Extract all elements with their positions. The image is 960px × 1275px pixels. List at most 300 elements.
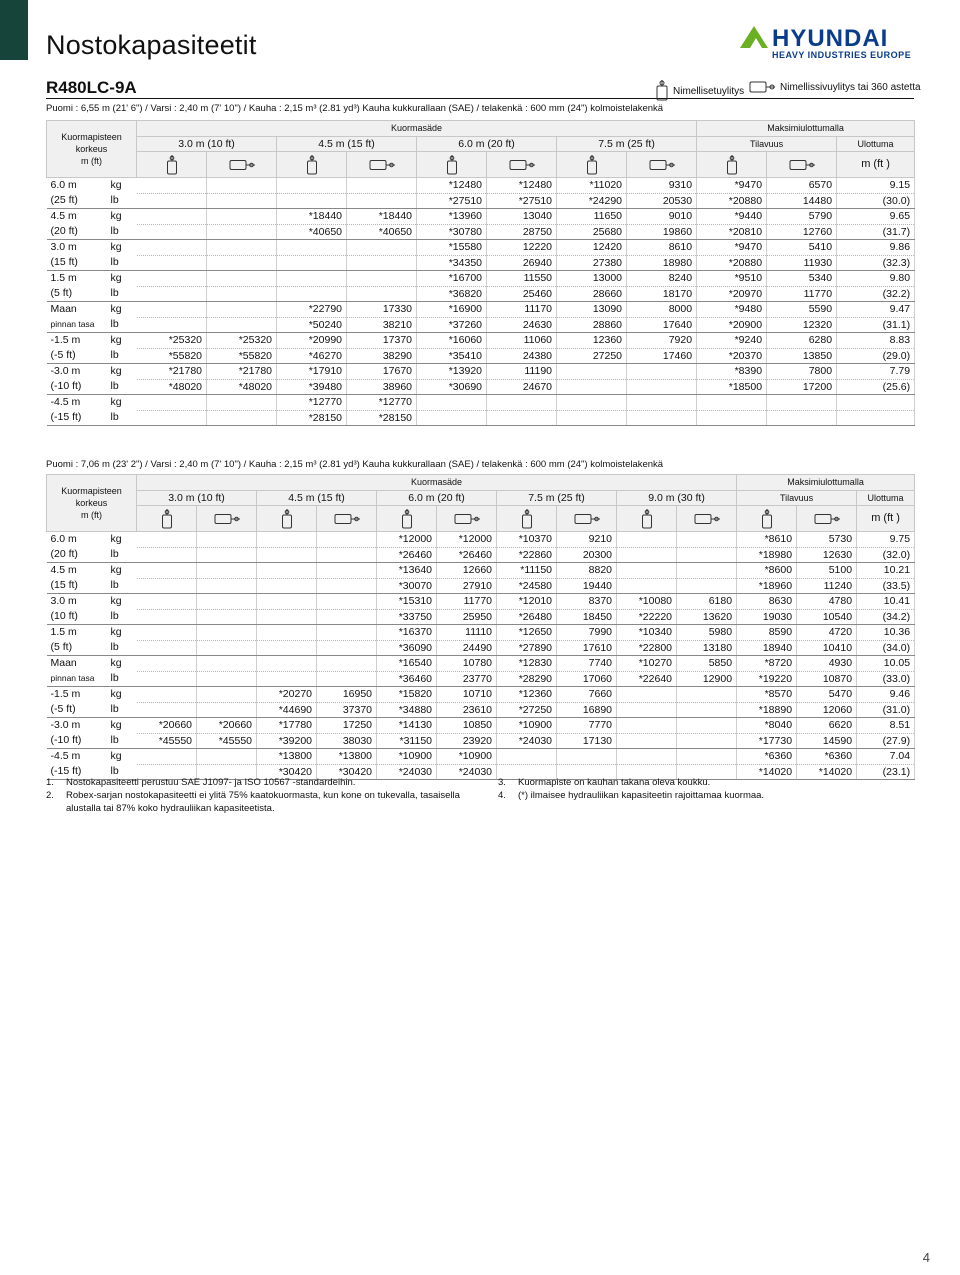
capacity-cell xyxy=(617,578,677,594)
capacity-cell: *12770 xyxy=(347,395,417,411)
capacity-cell: *46270 xyxy=(277,348,347,364)
radius-header: Kuormasäde xyxy=(137,475,737,491)
capacity-cell: 6570 xyxy=(767,178,837,194)
capacity-cell: 25950 xyxy=(437,609,497,625)
capacity-cell: 7660 xyxy=(557,687,617,703)
capacity-cell: 5340 xyxy=(767,271,837,287)
capacity-cell: *12480 xyxy=(417,178,487,194)
capacity-cell xyxy=(617,532,677,548)
capacity-cell: *9480 xyxy=(697,302,767,318)
capacity-cell xyxy=(557,410,627,426)
table-row xyxy=(47,286,915,302)
capacity-cell: 9.75 xyxy=(857,532,915,548)
capacity-cell: *9440 xyxy=(697,209,767,225)
capacity-cell: *40650 xyxy=(347,224,417,240)
capacity-cell: (29.0) xyxy=(837,348,915,364)
capacity-cell: 11930 xyxy=(767,255,837,271)
capacity-cell: 4930 xyxy=(797,656,857,672)
capacity-cell xyxy=(207,395,277,411)
capacity-cell: (27.9) xyxy=(857,733,915,749)
capacity-cell xyxy=(317,609,377,625)
capacity-cell xyxy=(137,671,197,687)
capacity-cell: 12320 xyxy=(767,317,837,333)
capacity-cell: 27380 xyxy=(557,255,627,271)
row-unit: lb xyxy=(107,609,137,625)
capacity-cell xyxy=(197,656,257,672)
capacity-cell: 11110 xyxy=(437,625,497,641)
table-row xyxy=(47,718,915,734)
capacity-cell: *20810 xyxy=(697,224,767,240)
capacity-cell: *33750 xyxy=(377,609,437,625)
capacity-cell: *30420 xyxy=(257,764,317,780)
row-height-label: (-5 ft) xyxy=(47,348,107,364)
capacity-cell: 13000 xyxy=(557,271,627,287)
table-row xyxy=(47,240,915,256)
capacity-cell: *36090 xyxy=(377,640,437,656)
row-height-label: Maan xyxy=(50,657,77,670)
capacity-cell: (33.0) xyxy=(857,671,915,687)
capacity-cell: 8240 xyxy=(627,271,697,287)
capacity-cell: (34.0) xyxy=(857,640,915,656)
capacity-cell: *25320 xyxy=(207,333,277,349)
row-unit: kg xyxy=(110,303,122,316)
capacity-cell: *13960 xyxy=(417,209,487,225)
capacity-cell: *37260 xyxy=(417,317,487,333)
capacity-cell xyxy=(197,532,257,548)
capacity-cell: 18170 xyxy=(627,286,697,302)
capacity-cell: 24670 xyxy=(487,379,557,395)
capacity-cell xyxy=(137,625,197,641)
capacity-cell xyxy=(197,609,257,625)
capacity-header: Tilavuus xyxy=(697,136,837,152)
capacity-cell: 20530 xyxy=(627,193,697,209)
capacity-cell xyxy=(557,749,617,765)
capacity-cell: *16060 xyxy=(417,333,487,349)
capacity-cell: *16900 xyxy=(417,302,487,318)
capacity-cell: *21780 xyxy=(207,364,277,380)
table2-boom-spec: Puomi : 7,06 m (23' 2") / Varsi : 2,40 m (7' 10") / Kauha : 2,15 m³ (2.81 yd³) Kauha kukkurallaan (SAE) / telakenkä : 600 mm (24") kolmoistelakenkä xyxy=(46,459,664,470)
capacity-cell: 5590 xyxy=(767,302,837,318)
front-lift-icon xyxy=(497,506,557,532)
capacity-cell xyxy=(767,410,837,426)
row-unit: lb xyxy=(107,764,137,780)
capacity-cell: *13800 xyxy=(257,749,317,765)
row-height-label: (-10 ft) xyxy=(47,379,107,395)
capacity-cell: *24030 xyxy=(497,733,557,749)
front-lift-icon xyxy=(655,80,669,102)
capacity-cell xyxy=(697,395,767,411)
capacity-cell: *11150 xyxy=(497,563,557,579)
capacity-cell: *36820 xyxy=(417,286,487,302)
row-unit: kg xyxy=(110,657,122,670)
capacity-cell: 9.46 xyxy=(857,687,915,703)
capacity-cell xyxy=(207,193,277,209)
capacity-cell xyxy=(197,687,257,703)
capacity-cell: *26460 xyxy=(377,547,437,563)
capacity-cell: 5470 xyxy=(797,687,857,703)
capacity-cell: 18450 xyxy=(557,609,617,625)
row-height-label: (5 ft) xyxy=(47,640,107,656)
capacity-cell xyxy=(197,578,257,594)
capacity-cell xyxy=(347,240,417,256)
capacity-cell: 19030 xyxy=(737,609,797,625)
note-text: (*) ilmaisee hydrauliikan kapasiteetin rajoittamaa kuormaa. xyxy=(518,790,765,801)
side-lift-icon xyxy=(748,80,776,94)
capacity-cell xyxy=(257,563,317,579)
row-unit: kg xyxy=(110,626,122,639)
capacity-cell xyxy=(677,718,737,734)
capacity-cell xyxy=(137,271,207,287)
brand-tagline: HEAVY INDUSTRIES EUROPE xyxy=(772,50,912,60)
capacity-cell: *14020 xyxy=(737,764,797,780)
capacity-cell: 27250 xyxy=(557,348,627,364)
reach-header: Ulottuma xyxy=(837,136,915,152)
capacity-cell: *11020 xyxy=(557,178,627,194)
radius-col: 6.0 m (20 ft) xyxy=(417,136,557,152)
row-height-label: -4.5 m xyxy=(50,750,81,763)
capacity-cell: *10900 xyxy=(377,749,437,765)
side-lift-icon xyxy=(797,506,857,532)
capacity-cell: 24490 xyxy=(437,640,497,656)
capacity-cell: *20900 xyxy=(697,317,767,333)
capacity-cell: 9310 xyxy=(627,178,697,194)
capacity-cell xyxy=(137,410,207,426)
capacity-cell: 7.04 xyxy=(857,749,915,765)
radius-col: 3.0 m (10 ft) xyxy=(137,136,277,152)
row-height-label: (-15 ft) xyxy=(47,410,107,426)
corner-block xyxy=(0,0,28,60)
capacity-cell xyxy=(137,178,207,194)
capacity-cell: *26460 xyxy=(437,547,497,563)
capacity-cell: 8000 xyxy=(627,302,697,318)
row-unit: lb xyxy=(107,702,137,718)
capacity-cell xyxy=(317,640,377,656)
capacity-cell: 10870 xyxy=(797,671,857,687)
capacity-cell: *18500 xyxy=(697,379,767,395)
capacity-cell: 12220 xyxy=(487,240,557,256)
capacity-cell: 7800 xyxy=(767,364,837,380)
capacity-cell: (31.1) xyxy=(837,317,915,333)
capacity-cell: (23.1) xyxy=(857,764,915,780)
capacity-cell: 38030 xyxy=(317,733,377,749)
capacity-cell: 10.41 xyxy=(857,594,915,610)
capacity-cell: *15310 xyxy=(377,594,437,610)
row-height-label: 3.0 m xyxy=(50,595,77,608)
capacity-cell: *34350 xyxy=(417,255,487,271)
side-lift-icon xyxy=(437,506,497,532)
row-height-label: (15 ft) xyxy=(47,578,107,594)
capacity-cell: 8630 xyxy=(737,594,797,610)
capacity-cell: 10410 xyxy=(797,640,857,656)
capacity-cell: 17640 xyxy=(627,317,697,333)
capacity-cell: (31.0) xyxy=(857,702,915,718)
table-row xyxy=(47,563,915,579)
capacity-cell: 25680 xyxy=(557,224,627,240)
row-height-label: (10 ft) xyxy=(47,609,107,625)
capacity-cell: 38210 xyxy=(347,317,417,333)
capacity-cell: *35410 xyxy=(417,348,487,364)
capacity-cell xyxy=(617,687,677,703)
capacity-cell: 11060 xyxy=(487,333,557,349)
side-lift-icon xyxy=(197,506,257,532)
capacity-cell: 17060 xyxy=(557,671,617,687)
note-item xyxy=(46,776,466,789)
table-row xyxy=(47,333,915,349)
capacity-cell: 4780 xyxy=(797,594,857,610)
capacity-cell xyxy=(347,271,417,287)
row-unit: kg xyxy=(110,210,122,223)
capacity-cell xyxy=(617,749,677,765)
front-lift-icon xyxy=(557,152,627,178)
capacity-cell: 10.21 xyxy=(857,563,915,579)
capacity-cell: 17250 xyxy=(317,718,377,734)
capacity-cell: 17460 xyxy=(627,348,697,364)
capacity-cell: 24630 xyxy=(487,317,557,333)
capacity-cell xyxy=(257,609,317,625)
capacity-cell: 6180 xyxy=(677,594,737,610)
capacity-cell xyxy=(347,178,417,194)
capacity-cell: 6620 xyxy=(797,718,857,734)
capacity-cell xyxy=(257,671,317,687)
capacity-cell xyxy=(677,733,737,749)
capacity-cell xyxy=(837,410,915,426)
row-unit: kg xyxy=(110,241,122,254)
table-row xyxy=(47,348,915,364)
capacity-cell: *30070 xyxy=(377,578,437,594)
capacity-cell: 9.80 xyxy=(837,271,915,287)
capacity-cell: *39480 xyxy=(277,379,347,395)
row-height-label: 6.0 m xyxy=(50,533,77,546)
capacity-cell xyxy=(137,547,197,563)
side-lift-icon xyxy=(487,152,557,178)
capacity-cell: *8040 xyxy=(737,718,797,734)
capacity-cell: 11170 xyxy=(487,302,557,318)
capacity-cell xyxy=(677,532,737,548)
capacity-cell xyxy=(617,702,677,718)
radius-col: 4.5 m (15 ft) xyxy=(277,136,417,152)
capacity-cell: 12360 xyxy=(557,333,627,349)
side-lift-icon xyxy=(347,152,417,178)
capacity-cell xyxy=(137,395,207,411)
capacity-cell: *20990 xyxy=(277,333,347,349)
capacity-cell xyxy=(557,364,627,380)
note-text: Robex-sarjan nostokapasiteetti ei ylitä 75% kaatokuormasta, kun kone on tukevalla, tasaisella alustalla tai 87% koko hydrauliikan kapasiteetista. xyxy=(66,790,460,814)
capacity-cell xyxy=(137,255,207,271)
front-lift-icon xyxy=(617,506,677,532)
row-height-label: (20 ft) xyxy=(47,547,107,563)
row-height-label: (-5 ft) xyxy=(47,702,107,718)
capacity-cell xyxy=(767,395,837,411)
table-row xyxy=(47,609,915,625)
capacity-cell xyxy=(137,640,197,656)
capacity-cell: *20660 xyxy=(137,718,197,734)
capacity-cell: 16890 xyxy=(557,702,617,718)
capacity-cell: *9470 xyxy=(697,178,767,194)
capacity-cell: 16950 xyxy=(317,687,377,703)
note-item xyxy=(46,789,466,815)
capacity-cell: *20880 xyxy=(697,255,767,271)
capacity-cell xyxy=(277,286,347,302)
capacity-cell: 27910 xyxy=(437,578,497,594)
capacity-cell xyxy=(137,224,207,240)
capacity-cell: 13040 xyxy=(487,209,557,225)
capacity-cell: *50240 xyxy=(277,317,347,333)
table-row xyxy=(47,702,915,718)
capacity-cell: *48020 xyxy=(137,379,207,395)
capacity-cell xyxy=(317,625,377,641)
capacity-cell: 17130 xyxy=(557,733,617,749)
capacity-cell: 26940 xyxy=(487,255,557,271)
capacity-cell: *22860 xyxy=(497,547,557,563)
row-height-label: 3.0 m xyxy=(50,241,77,254)
capacity-cell xyxy=(137,749,197,765)
radius-header: Kuormasäde xyxy=(137,121,697,137)
capacity-cell xyxy=(627,395,697,411)
capacity-cell xyxy=(677,547,737,563)
legend-side xyxy=(748,80,921,94)
capacity-cell xyxy=(677,578,737,594)
hyundai-logo xyxy=(740,24,920,62)
capacity-cell: 17670 xyxy=(347,364,417,380)
capacity-cell: 38290 xyxy=(347,348,417,364)
table-row xyxy=(47,640,915,656)
row-height-label: -3.0 m xyxy=(50,365,81,378)
capacity-cell xyxy=(557,395,627,411)
capacity-cell: 9210 xyxy=(557,532,617,548)
capacity-cell xyxy=(137,240,207,256)
capacity-cell xyxy=(197,563,257,579)
side-lift-icon xyxy=(557,506,617,532)
capacity-cell: 5790 xyxy=(767,209,837,225)
capacity-cell: *12650 xyxy=(497,625,557,641)
capacity-cell xyxy=(317,563,377,579)
capacity-cell: *13800 xyxy=(317,749,377,765)
capacity-cell: *24030 xyxy=(377,764,437,780)
capacity-cell xyxy=(557,379,627,395)
side-lift-icon xyxy=(767,152,837,178)
capacity-cell xyxy=(137,687,197,703)
capacity-cell xyxy=(207,286,277,302)
capacity-cell: 12630 xyxy=(797,547,857,563)
table-row xyxy=(47,209,915,225)
capacity-cell xyxy=(257,594,317,610)
capacity-cell: *17730 xyxy=(737,733,797,749)
capacity-cell xyxy=(137,609,197,625)
radius-col: 7.5 m (25 ft) xyxy=(497,490,617,506)
capacity-cell: *48020 xyxy=(207,379,277,395)
capacity-cell: *20270 xyxy=(257,687,317,703)
capacity-cell xyxy=(487,395,557,411)
capacity-cell: *22640 xyxy=(617,671,677,687)
capacity-cell: *18440 xyxy=(347,209,417,225)
capacity-cell: *10370 xyxy=(497,532,557,548)
capacity-cell xyxy=(197,594,257,610)
table-row xyxy=(47,178,915,194)
legend-side-label: Nimellissivuylitys tai 360 astetta xyxy=(780,81,921,93)
capacity-cell: *45550 xyxy=(137,733,197,749)
capacity-cell: *27890 xyxy=(497,640,557,656)
capacity-cell: 5980 xyxy=(677,625,737,641)
capacity-cell: 8610 xyxy=(627,240,697,256)
capacity-cell: *12000 xyxy=(377,532,437,548)
capacity-cell: *12830 xyxy=(497,656,557,672)
capacity-cell: 23770 xyxy=(437,671,497,687)
row-unit: lb xyxy=(107,733,137,749)
capacity-cell: *8720 xyxy=(737,656,797,672)
row-unit: kg xyxy=(110,179,122,192)
page-title: Nostokapasiteetit xyxy=(46,30,257,60)
capacity-cell xyxy=(617,547,677,563)
capacity-cell xyxy=(197,547,257,563)
capacity-cell xyxy=(207,410,277,426)
capacity-cell: 10.05 xyxy=(857,656,915,672)
radius-col: 4.5 m (15 ft) xyxy=(257,490,377,506)
capacity-cell: *6360 xyxy=(737,749,797,765)
table-row xyxy=(47,594,915,610)
capacity-cell: 12760 xyxy=(767,224,837,240)
row-height-label: 1.5 m xyxy=(50,272,77,285)
capacity-cell: 17330 xyxy=(347,302,417,318)
capacity-cell: 5100 xyxy=(797,563,857,579)
capacity-cell xyxy=(697,410,767,426)
capacity-cell xyxy=(137,302,207,318)
capacity-cell: 7770 xyxy=(557,718,617,734)
capacity-cell: 10850 xyxy=(437,718,497,734)
note-text: Kuormapiste on kauhan takana oleva koukku. xyxy=(518,777,711,788)
table-row xyxy=(47,671,915,687)
capacity-cell xyxy=(207,240,277,256)
capacity-cell xyxy=(257,640,317,656)
row-height-label: (20 ft) xyxy=(47,224,107,240)
capacity-cell: *9510 xyxy=(697,271,767,287)
capacity-cell: *8570 xyxy=(737,687,797,703)
capacity-cell xyxy=(257,656,317,672)
table-row xyxy=(47,656,915,672)
capacity-cell: 37370 xyxy=(317,702,377,718)
model-name: R480LC-9A xyxy=(46,78,137,97)
capacity-cell xyxy=(317,656,377,672)
capacity-cell: 23920 xyxy=(437,733,497,749)
capacity-cell xyxy=(197,702,257,718)
capacity-cell: *24290 xyxy=(557,193,627,209)
capacity-cell: 13090 xyxy=(557,302,627,318)
capacity-cell: *15580 xyxy=(417,240,487,256)
capacity-cell: *30780 xyxy=(417,224,487,240)
row-unit: lb xyxy=(107,255,137,271)
capacity-cell: *6360 xyxy=(797,749,857,765)
capacity-cell xyxy=(197,671,257,687)
capacity-cell xyxy=(137,594,197,610)
capacity-cell: (34.2) xyxy=(857,609,915,625)
row-unit: kg xyxy=(110,595,122,608)
row-height-label: 1.5 m xyxy=(50,626,77,639)
capacity-cell: (30.0) xyxy=(837,193,915,209)
capacity-cell: 23610 xyxy=(437,702,497,718)
capacity-cell xyxy=(207,271,277,287)
capacity-cell: 6280 xyxy=(767,333,837,349)
capacity-cell xyxy=(137,317,207,333)
capacity-cell: *30420 xyxy=(317,764,377,780)
capacity-cell: *17780 xyxy=(257,718,317,734)
row-height-label: -4.5 m xyxy=(50,396,81,409)
capacity-cell: *12000 xyxy=(437,532,497,548)
capacity-cell: (32.0) xyxy=(857,547,915,563)
table-row xyxy=(47,317,915,333)
capacity-cell xyxy=(627,364,697,380)
capacity-cell: 9.47 xyxy=(837,302,915,318)
table-row xyxy=(47,687,915,703)
radius-col: 7.5 m (25 ft) xyxy=(557,136,697,152)
